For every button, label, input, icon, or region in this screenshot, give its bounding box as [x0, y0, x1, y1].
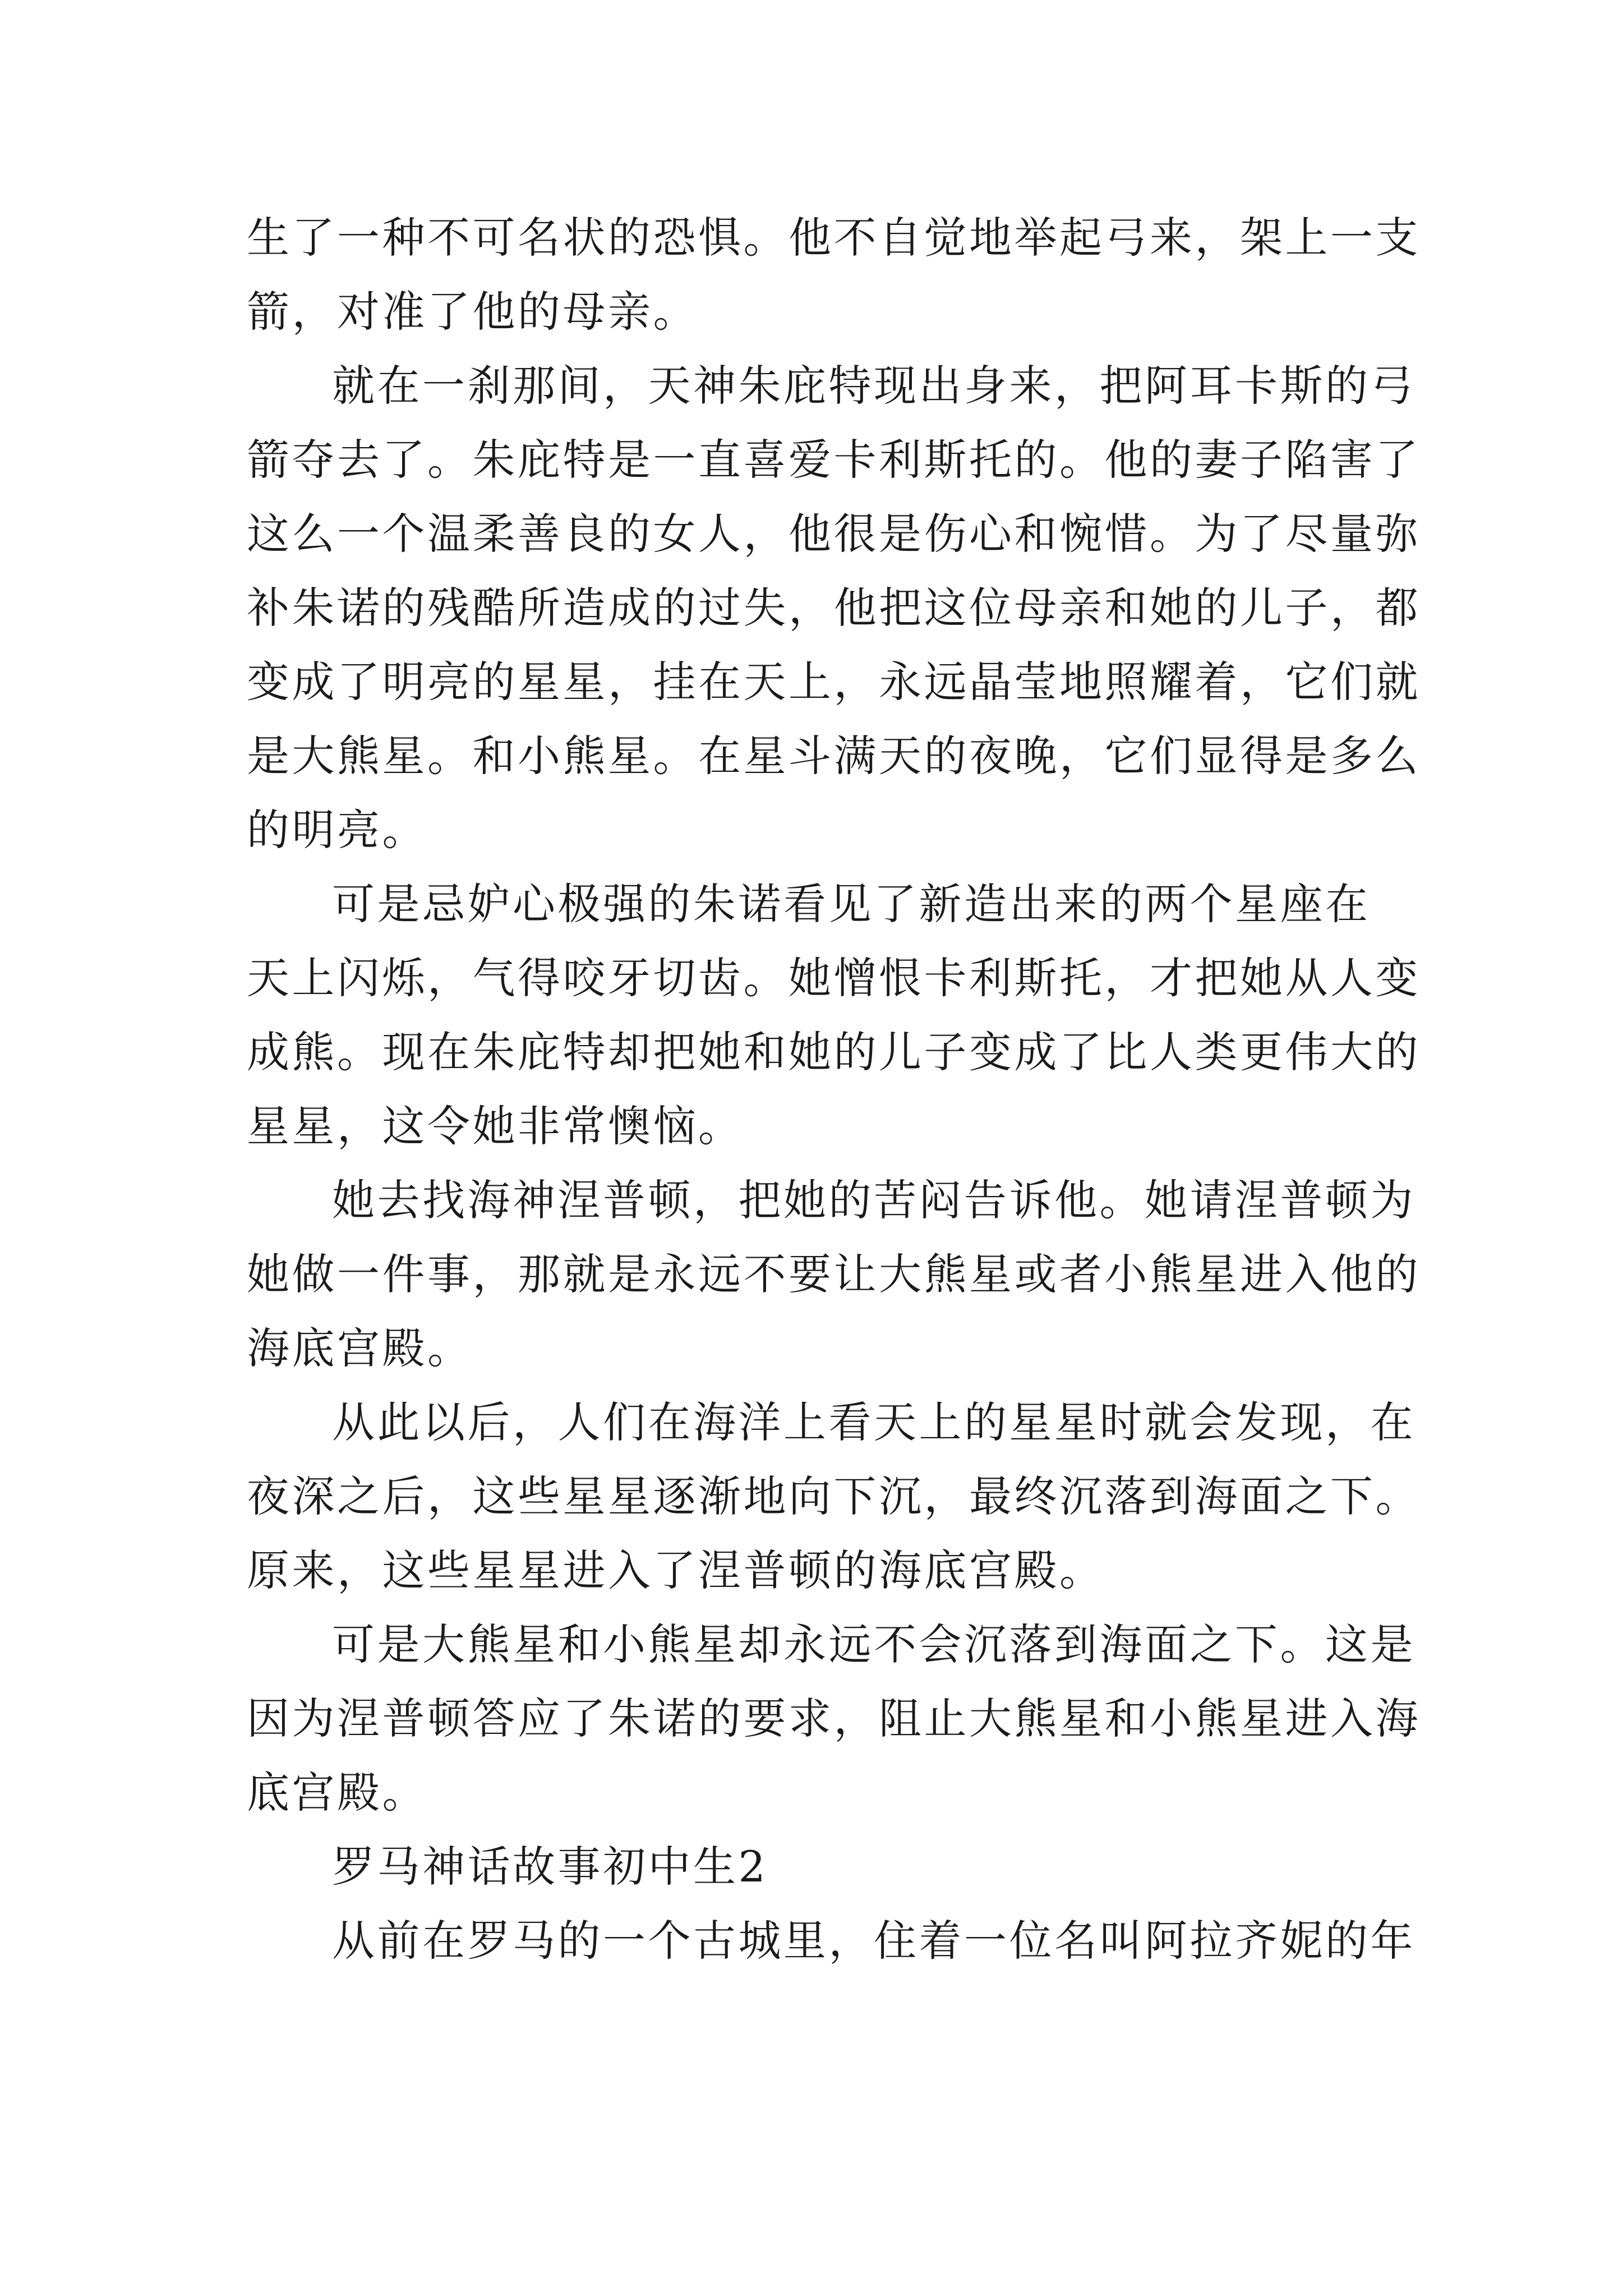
body-text [247, 201, 1421, 1978]
text-line: 补朱诺的残酷所造成的过失，他把这位母亲和她的儿子，都 [247, 583, 1421, 633]
text-line: 星星，这令她非常懊恼。 [247, 1101, 744, 1151]
text-line: 变成了明亮的星星，挂在天上，永远晶莹地照耀着，它们就 [247, 657, 1421, 707]
text-line: 箭夺去了。朱庇特是一直喜爱卡利斯托的。他的妻子陷害了 [247, 435, 1421, 485]
text-line: 海底宫殿。 [247, 1323, 473, 1373]
text-line: 是大熊星。和小熊星。在星斗满天的夜晚，它们显得是多么 [247, 731, 1421, 781]
text-line: 成熊。现在朱庇特却把她和她的儿子变成了比人类更伟大的 [247, 1027, 1421, 1077]
text-line: 因为涅普顿答应了朱诺的要求，阻止大熊星和小熊星进入海 [247, 1694, 1421, 1743]
text-line: 可是大熊星和小熊星却永远不会沉落到海面之下。这是 [332, 1619, 1415, 1669]
text-line: 从此以后，人们在海洋上看天上的星星时就会发现，在 [332, 1397, 1415, 1447]
text-line: 她去找海神涅普顿，把她的苦闷告诉他。她请涅普顿为 [332, 1175, 1415, 1225]
text-line: 底宫殿。 [247, 1768, 427, 1818]
text-line: 这么一个温柔善良的女人，他很是伤心和惋惜。为了尽量弥 [247, 509, 1421, 559]
text-line: 箭，对准了他的母亲。 [247, 287, 698, 337]
text-line: 就在一刹那间，天神朱庇特现出身来，把阿耳卡斯的弓 [332, 361, 1415, 411]
text-line: 原来，这些星星进入了涅普顿的海底宫殿。 [247, 1545, 1105, 1595]
text-line: 夜深之后，这些星星逐渐地向下沉，最终沉落到海面之下。 [247, 1471, 1421, 1521]
text-line: 天上闪烁，气得咬牙切齿。她憎恨卡利斯托，才把她从人变 [247, 953, 1421, 1003]
text-line: 罗马神话故事初中生2 [332, 1842, 768, 1892]
text-line: 的明亮。 [247, 805, 427, 855]
text-line: 从前在罗马的一个古城里，住着一位名叫阿拉齐妮的年 [332, 1916, 1415, 1966]
text-line: 她做一件事，那就是永远不要让大熊星或者小熊星进入他的 [247, 1249, 1421, 1299]
text-line: 生了一种不可名状的恐惧。他不自觉地举起弓来，架上一支 [247, 213, 1421, 263]
text-line: 可是忌妒心极强的朱诺看见了新造出来的两个星座在 [332, 879, 1371, 929]
